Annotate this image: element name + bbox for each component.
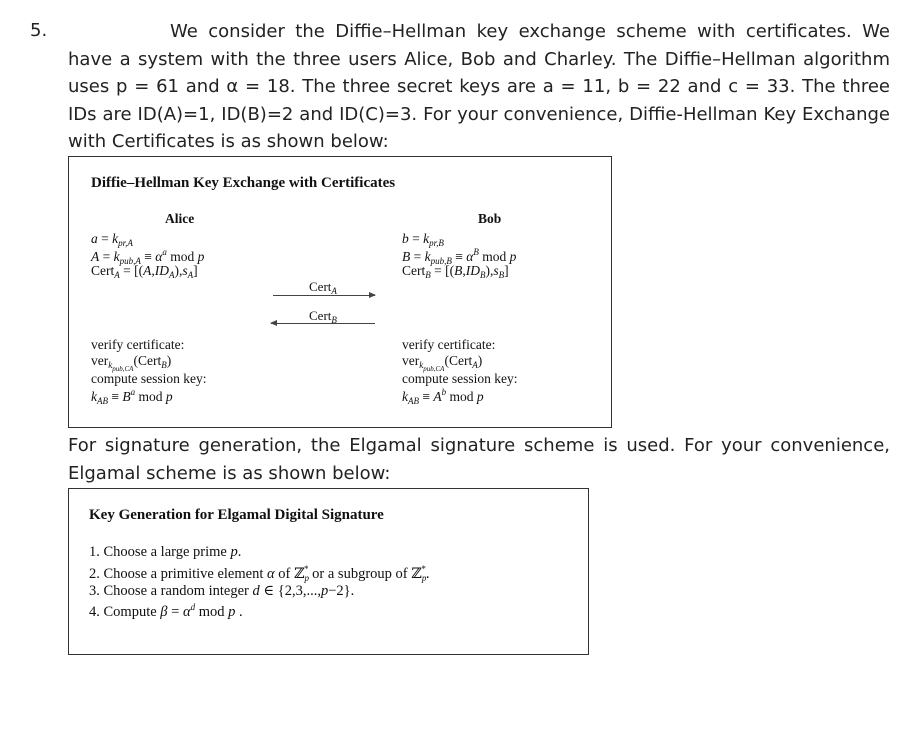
alice-label: Alice xyxy=(165,211,195,226)
bob-verify-label: verify certificate: xyxy=(402,337,496,352)
question-intro: We consider the Diffie–Hellman key exchange scheme with certificates. We have a system with the three users Alice, Bob and Charley. The Diffie–Hellman algorithm uses p = 61 and α = 18. The three secret keys are a = 11, b = 22 and c = 33. The three IDs are ID(A)=1, ID(B)=2 and ID(C)=3. For your convenience, Diffie-Hellman Key Exchange with Certificates is as shown below: xyxy=(68,21,890,152)
alice-private-key-formula: $a = k_{pr,A}$ xyxy=(91,231,133,248)
bob-private-key-formula: $b = k_{pr,B}$ xyxy=(402,231,444,248)
elgamal-step-1: 1. Choose a large prime p. xyxy=(89,544,242,560)
bob-verify-formula: ver$_{k_{pub,CA}}$(Cert$_A$) xyxy=(402,353,483,373)
arrow-left xyxy=(271,323,375,324)
alice-verify-label: verify certificate: xyxy=(91,337,185,352)
arrow-right xyxy=(273,295,375,296)
dh-certificates-figure xyxy=(68,156,612,428)
alice-certificate-formula: Cert$_A$ = $[(A,ID_A),s_A]$ xyxy=(91,263,198,280)
bob-public-key-formula: $B = k_{pub,B} \equiv \alpha^B$ mod p xyxy=(402,247,517,266)
elgamal-step-2: 2. Choose a primitive element α of ℤ$_p$* or a subgroup of ℤ$_p$*. xyxy=(89,564,430,583)
alice-compute-label: compute session key: xyxy=(91,371,207,386)
signature-text: For signature generation, the Elgamal signature scheme is used. For your convenience, Elgamal scheme is as shown below: xyxy=(68,435,890,484)
elgamal-box-title: Key Generation for Elgamal Digital Signature xyxy=(89,507,384,523)
elgamal-key-generation-figure xyxy=(68,488,589,655)
elgamal-step-4: 4. Compute $\beta = \alpha^d$ mod p . xyxy=(89,602,243,620)
arrow-label-cert-a: Cert$_A$ xyxy=(309,279,337,296)
bob-session-key-formula: $k_{AB} \equiv A^b$ mod p xyxy=(402,387,484,406)
alice-verify-formula: ver$_{k_{pub,CA}}$(Cert$_B$) xyxy=(91,353,172,373)
arrow-label-cert-b: Cert$_B$ xyxy=(309,308,337,325)
bob-certificate-formula: Cert$_B$ = $[(B,ID_B),s_B]$ xyxy=(402,263,509,280)
alice-session-key-formula: $k_{AB} \equiv B^a$ mod p xyxy=(91,387,173,406)
elgamal-step-3: 3. Choose a random integer d ∈ {2,3,...,p−2}. xyxy=(89,583,355,599)
alice-public-key-formula: $A = k_{pub,A} \equiv \alpha^a$ mod p xyxy=(91,247,205,266)
bob-label: Bob xyxy=(478,211,502,226)
dh-box-title: Diffie–Hellman Key Exchange with Certificates xyxy=(91,175,396,191)
bob-compute-label: compute session key: xyxy=(402,371,518,386)
question-number: 5. xyxy=(30,20,48,41)
